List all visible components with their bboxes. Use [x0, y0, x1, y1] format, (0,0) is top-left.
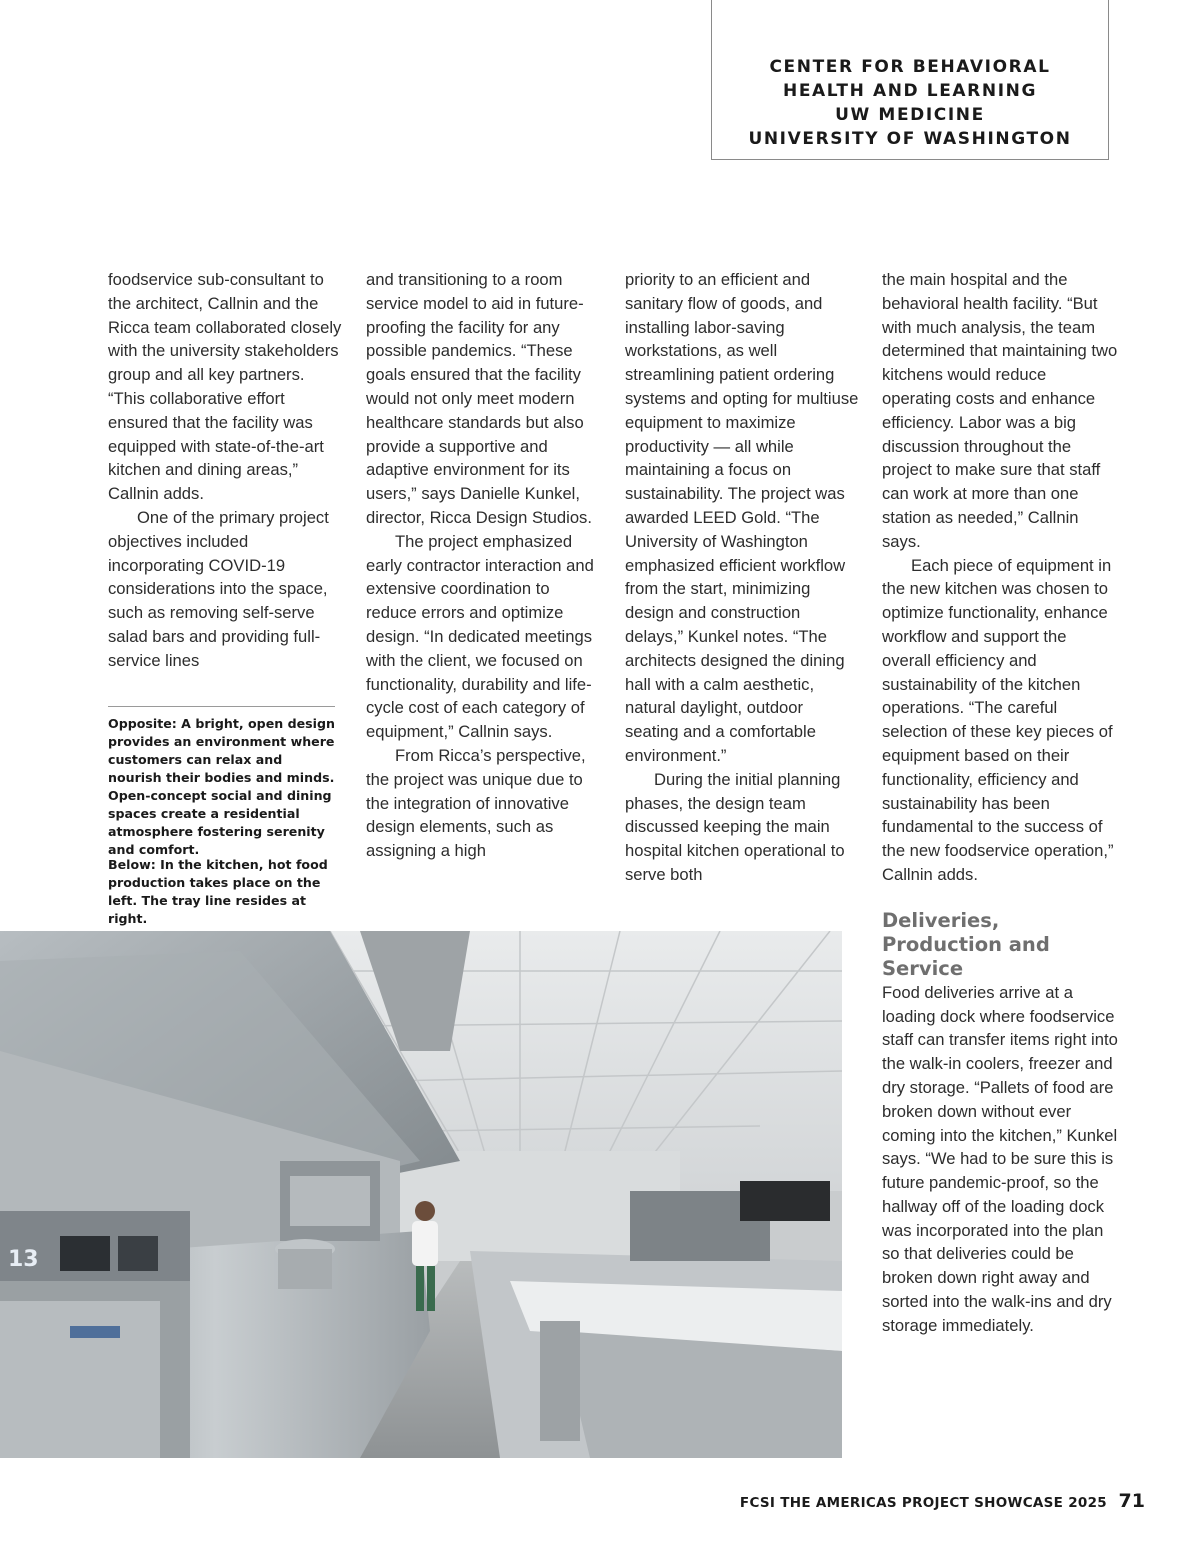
- paragraph: foodservice sub-consultant to the architect, Callnin and the Ricca team collaborated closely with the university stakeholders group and all key partners. “This collaborative effort ensured that the facility was equipped with state-of-the-art kitchen and dining areas,” Callnin adds.: [108, 270, 342, 504]
- project-title-line-4: UNIVERSITY OF WASHINGTON: [748, 129, 1072, 149]
- paragraph: One of the primary project objectives included incorporating COVID-19 considerations into the space, such as removing self-serve salad bars and providing full-service lines: [108, 507, 329, 670]
- page-footer: [740, 1490, 1145, 1512]
- project-title-line-2: HEALTH AND LEARNING: [783, 81, 1037, 101]
- section-subhead: Deliveries, Production and Service: [882, 908, 1050, 980]
- article-column-1: [108, 268, 344, 673]
- paragraph: Each piece of equipment in the new kitchen was chosen to optimize functionality, enhance workflow and support the overall efficiency and sustainability of the kitchen operations. “The careful selection of these key pieces of equipment based on their functionality, efficiency and sustainability has been fundamental to the success of the new foodservice operation,” Callnin adds.: [882, 555, 1114, 884]
- kitchen-photo: [0, 931, 842, 1458]
- kitchen-photo-illustration: [0, 931, 842, 1458]
- article-column-2: [366, 268, 602, 863]
- paragraph: During the initial planning phases, the design team discussed keeping the main hospital kitchen operational to serve both: [625, 769, 845, 884]
- project-title: [712, 55, 1108, 151]
- header-box: [711, 0, 1109, 160]
- oven-label: 13: [8, 1247, 39, 1272]
- paragraph: Food deliveries arrive at a loading dock where foodservice staff can transfer items right into the walk-in coolers, freezer and dry storage. “Pallets of food are broken down without ever coming into the kitchen,” Kunkel says. “We had to be sure this is future pandemic-proof, so the hallway off of the loading dock was incorporated into the plan so that deliveries could be broken down right away and sorted into the walk-ins and dry storage immediately.: [882, 982, 1118, 1335]
- publication-title: FCSI THE AMERICAS PROJECT SHOWCASE 2025: [739, 1495, 1107, 1511]
- page-number: 71: [1118, 1490, 1145, 1512]
- article-column-4: [882, 268, 1118, 1338]
- article-column-3: [625, 268, 861, 887]
- caption-divider: [108, 706, 335, 707]
- project-title-line-3: UW MEDICINE: [835, 105, 985, 125]
- caption-below: Below: In the kitchen, hot food production takes place on the left. The tray line resides at right.: [108, 857, 328, 926]
- project-title-line-1: CENTER FOR BEHAVIORAL: [769, 57, 1051, 77]
- paragraph: From Ricca’s perspective, the project was unique due to the integration of innovative design elements, such as assigning a high: [366, 745, 586, 861]
- paragraph: and transitioning to a room service model to aid in future-proofing the facility for any possible pandemics. “These goals ensured that the facility would not only meet modern healthcare standards but also provide a supportive and adaptive environment for its users,” says Danielle Kunkel, director, Ricca Design Studios.: [366, 270, 592, 527]
- paragraph: the main hospital and the behavioral health facility. “But with much analysis, the team determined that maintaining two kitchens would reduce operating costs and enhance efficiency. Labor was a big discussion throughout the project to make sure that staff can work at more than one station as needed,” Callnin says.: [882, 270, 1118, 551]
- paragraph: The project emphasized early contractor interaction and extensive coordination to reduce errors and optimize design. “In dedicated meetings with the client, we focused on functionality, durability and life-cycle cost of each category of equipment,” Callnin says.: [366, 531, 594, 742]
- caption-opposite: Opposite: A bright, open design provides an environment where customers can relax and nourish their bodies and minds. Open-concept social and dining spaces create a residential atmosphere fostering serenity and comfort.: [108, 716, 335, 857]
- paragraph: priority to an efficient and sanitary flow of goods, and installing labor-saving workstations, as well streamlining patient ordering systems and opting for multiuse equipment to maximize productivity — all while maintaining a focus on sustainability. The project was awarded LEED Gold. “The University of Washington emphasized efficient workflow from the start, minimizing design and construction delays,” Kunkel notes. “The architects designed the dining hall with a calm aesthetic, natural daylight, outdoor seating and a comfortable environment.”: [625, 270, 859, 765]
